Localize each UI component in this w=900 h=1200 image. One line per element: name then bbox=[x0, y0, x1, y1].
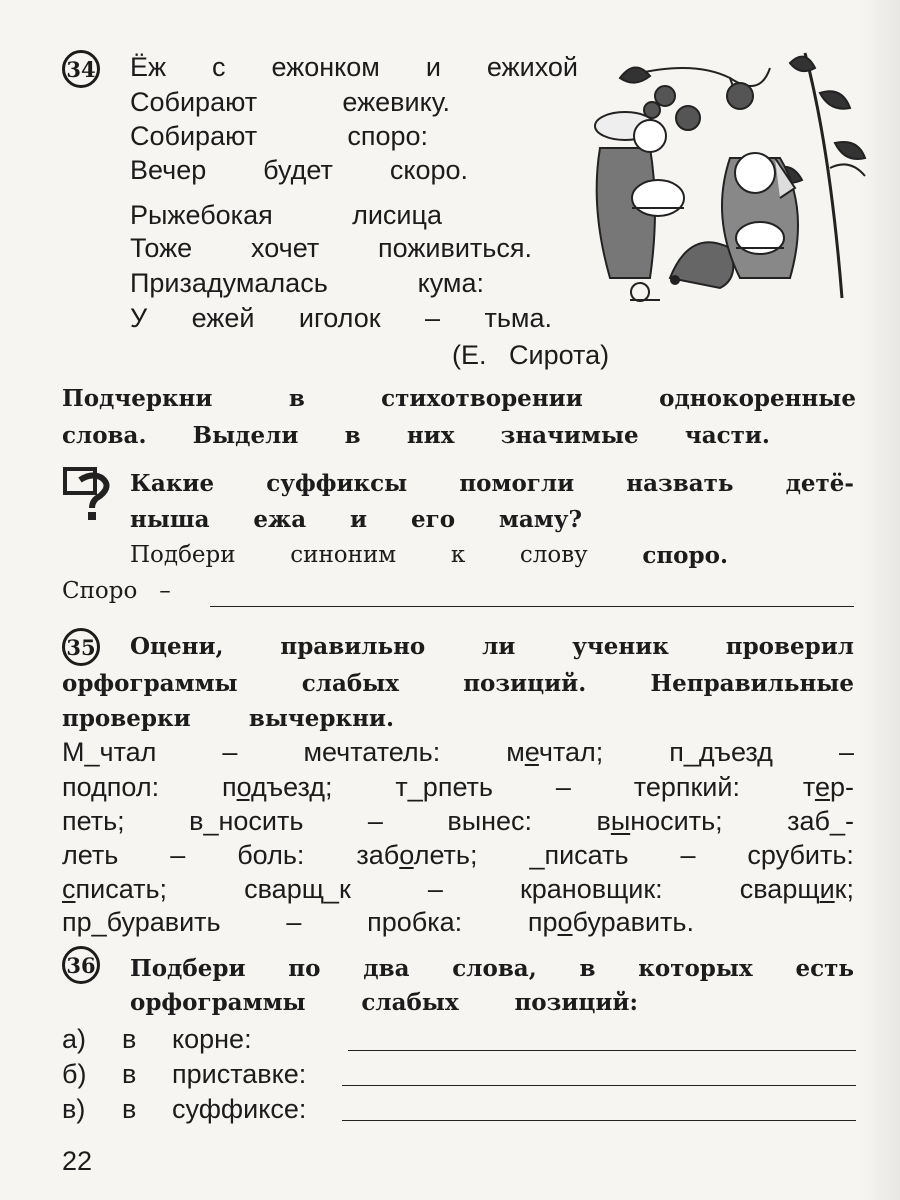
word: Рыжебокая bbox=[130, 200, 273, 230]
hedgehogs-picking-blackberries-icon bbox=[580, 48, 872, 310]
word: по bbox=[288, 955, 321, 982]
poem-line bbox=[130, 268, 484, 299]
page-edge-shadow bbox=[860, 0, 900, 1200]
word: два bbox=[363, 955, 410, 982]
word: – bbox=[367, 806, 383, 836]
item-label: приставке: bbox=[172, 1059, 307, 1089]
word: и bbox=[425, 52, 441, 82]
word: крановщик: bbox=[519, 874, 663, 904]
word: слова, bbox=[452, 955, 537, 982]
word: ныша bbox=[130, 506, 210, 533]
question-mark-icon bbox=[62, 466, 118, 522]
word: поживиться. bbox=[378, 233, 532, 263]
poem-line bbox=[130, 52, 578, 83]
word: – bbox=[555, 772, 571, 802]
word: части. bbox=[684, 422, 770, 449]
word: иголок bbox=[298, 303, 381, 333]
spelling-row bbox=[62, 840, 854, 871]
word: помогли bbox=[459, 470, 575, 497]
word: _писать bbox=[529, 840, 629, 870]
answer-label: Споро – bbox=[62, 578, 171, 604]
answer-line-root[interactable] bbox=[348, 1050, 856, 1051]
answer-line[interactable] bbox=[210, 606, 854, 607]
word: споро: bbox=[347, 121, 428, 151]
spelling-row bbox=[62, 806, 854, 837]
word: позиций: bbox=[514, 989, 638, 1016]
poem-line bbox=[130, 200, 442, 231]
spelling-row bbox=[62, 907, 694, 938]
word: однокоренные bbox=[659, 385, 856, 412]
word: кума: bbox=[417, 268, 484, 298]
word: позиций. bbox=[463, 670, 587, 697]
word: мечтал; bbox=[506, 737, 604, 767]
item-label: корне: bbox=[172, 1024, 252, 1054]
word: т_рпеть bbox=[395, 772, 493, 802]
word: слабых bbox=[361, 989, 459, 1016]
word: петь; bbox=[62, 806, 125, 836]
word: – bbox=[680, 840, 696, 870]
poem-line bbox=[130, 87, 450, 118]
word: будет bbox=[263, 155, 333, 185]
poem-line bbox=[130, 233, 532, 264]
item-letter: б) bbox=[62, 1059, 87, 1089]
word: ученик bbox=[572, 633, 669, 660]
word: в bbox=[344, 422, 361, 449]
exercise-35-number: 35 bbox=[62, 628, 100, 666]
word: – bbox=[425, 303, 441, 333]
word: к bbox=[450, 542, 466, 568]
word: проверки bbox=[62, 705, 191, 732]
word: подъезд; bbox=[221, 772, 333, 802]
item-word: в bbox=[122, 1024, 137, 1054]
word: ли bbox=[482, 633, 516, 660]
item-letter: в) bbox=[62, 1094, 86, 1124]
word: споро. bbox=[642, 542, 728, 569]
word: орфограммы bbox=[62, 670, 238, 697]
word: боль: bbox=[237, 840, 305, 870]
word: вынес: bbox=[447, 806, 533, 836]
word: суффиксы bbox=[266, 470, 408, 497]
word: ежихой bbox=[486, 52, 578, 82]
word: ежонком bbox=[271, 52, 380, 82]
word: скоро. bbox=[389, 155, 468, 185]
exercise-36-number: 36 bbox=[62, 946, 100, 984]
word: пр_буравить bbox=[62, 907, 221, 937]
word: Выдели bbox=[192, 422, 299, 449]
word: Подбери bbox=[130, 542, 236, 568]
word: Призадумалась bbox=[130, 268, 328, 298]
poem-line bbox=[130, 155, 468, 186]
word: Неправильные bbox=[650, 670, 854, 697]
word: детё- bbox=[785, 470, 854, 497]
word: слова. bbox=[62, 422, 147, 449]
item-word: в bbox=[122, 1094, 137, 1124]
word: стихотворении bbox=[381, 385, 583, 412]
task-text bbox=[62, 385, 856, 412]
word: с bbox=[212, 52, 226, 82]
synonym-prompt bbox=[130, 542, 728, 569]
word: Собирают bbox=[130, 87, 258, 117]
word: проверил bbox=[725, 633, 854, 660]
poem-line bbox=[130, 121, 428, 152]
word: терпкий: bbox=[633, 772, 740, 802]
word: значимые bbox=[500, 422, 639, 449]
word: п_дъезд bbox=[669, 737, 773, 767]
word: У bbox=[130, 303, 148, 333]
word: – bbox=[170, 840, 186, 870]
page-number: 22 bbox=[62, 1146, 93, 1176]
spelling-row bbox=[62, 772, 854, 803]
word: хочет bbox=[251, 233, 320, 263]
word: них bbox=[406, 422, 455, 449]
word: – bbox=[222, 737, 238, 767]
word: Вечер bbox=[130, 155, 207, 185]
word: которых bbox=[638, 955, 753, 982]
word: М_чтал bbox=[62, 737, 157, 767]
word: списать; bbox=[62, 874, 168, 904]
question-text bbox=[130, 470, 854, 497]
word: леть bbox=[62, 840, 119, 870]
word: Ёж bbox=[130, 52, 167, 82]
word: мечтатель: bbox=[303, 737, 441, 767]
word: слову bbox=[519, 542, 588, 568]
word: Оцени, bbox=[130, 633, 224, 660]
word: вычеркни. bbox=[248, 705, 394, 732]
question-text bbox=[130, 506, 582, 533]
task-text bbox=[62, 670, 854, 697]
word: Какие bbox=[130, 470, 215, 497]
word: маму? bbox=[498, 506, 582, 533]
word: правильно bbox=[280, 633, 426, 660]
word: Подчеркни bbox=[62, 385, 213, 412]
word: в_носить bbox=[189, 806, 304, 836]
word: тер- bbox=[802, 772, 854, 802]
word: назвать bbox=[626, 470, 734, 497]
word: слабых bbox=[301, 670, 400, 697]
word: в bbox=[288, 385, 305, 412]
word: – bbox=[286, 907, 302, 937]
word: Подбери bbox=[130, 955, 246, 982]
word: срубить: bbox=[747, 840, 854, 870]
poem-author: (Е. Сирота) bbox=[452, 340, 610, 370]
task-text bbox=[130, 633, 854, 660]
exercise-34-number: 34 bbox=[62, 50, 100, 88]
word: орфограммы bbox=[130, 989, 306, 1016]
word: подпол: bbox=[62, 772, 160, 802]
word: – bbox=[427, 874, 443, 904]
poem-line bbox=[130, 303, 552, 334]
word: лисица bbox=[352, 200, 442, 230]
word: тьма. bbox=[484, 303, 552, 333]
word: и bbox=[350, 506, 368, 533]
word: сварщик; bbox=[739, 874, 854, 904]
spelling-row bbox=[62, 874, 854, 905]
word: ежа bbox=[253, 506, 307, 533]
answer-line-suffix[interactable] bbox=[342, 1120, 856, 1121]
answer-line-prefix[interactable] bbox=[342, 1085, 856, 1086]
word: заболеть; bbox=[356, 840, 478, 870]
word: выносить; bbox=[596, 806, 723, 836]
item-word: в bbox=[122, 1059, 137, 1089]
word: есть bbox=[795, 955, 854, 982]
word: сварщ_к bbox=[244, 874, 351, 904]
word: заб_- bbox=[787, 806, 854, 836]
word: Собирают bbox=[130, 121, 258, 151]
word: его bbox=[410, 506, 456, 533]
task-text bbox=[62, 422, 770, 449]
word: Тоже bbox=[130, 233, 193, 263]
word: – bbox=[838, 737, 854, 767]
task-text bbox=[62, 705, 394, 732]
word: пробуравить. bbox=[527, 907, 694, 937]
word: ежей bbox=[191, 303, 255, 333]
task-text bbox=[130, 955, 854, 982]
item-letter: а) bbox=[62, 1024, 87, 1054]
word: синоним bbox=[290, 542, 397, 568]
spelling-row bbox=[62, 737, 854, 768]
item-label: суффиксе: bbox=[172, 1094, 307, 1124]
word: ежевику. bbox=[342, 87, 450, 117]
word: пробка: bbox=[367, 907, 463, 937]
word: в bbox=[579, 955, 596, 982]
task-text bbox=[130, 989, 638, 1016]
